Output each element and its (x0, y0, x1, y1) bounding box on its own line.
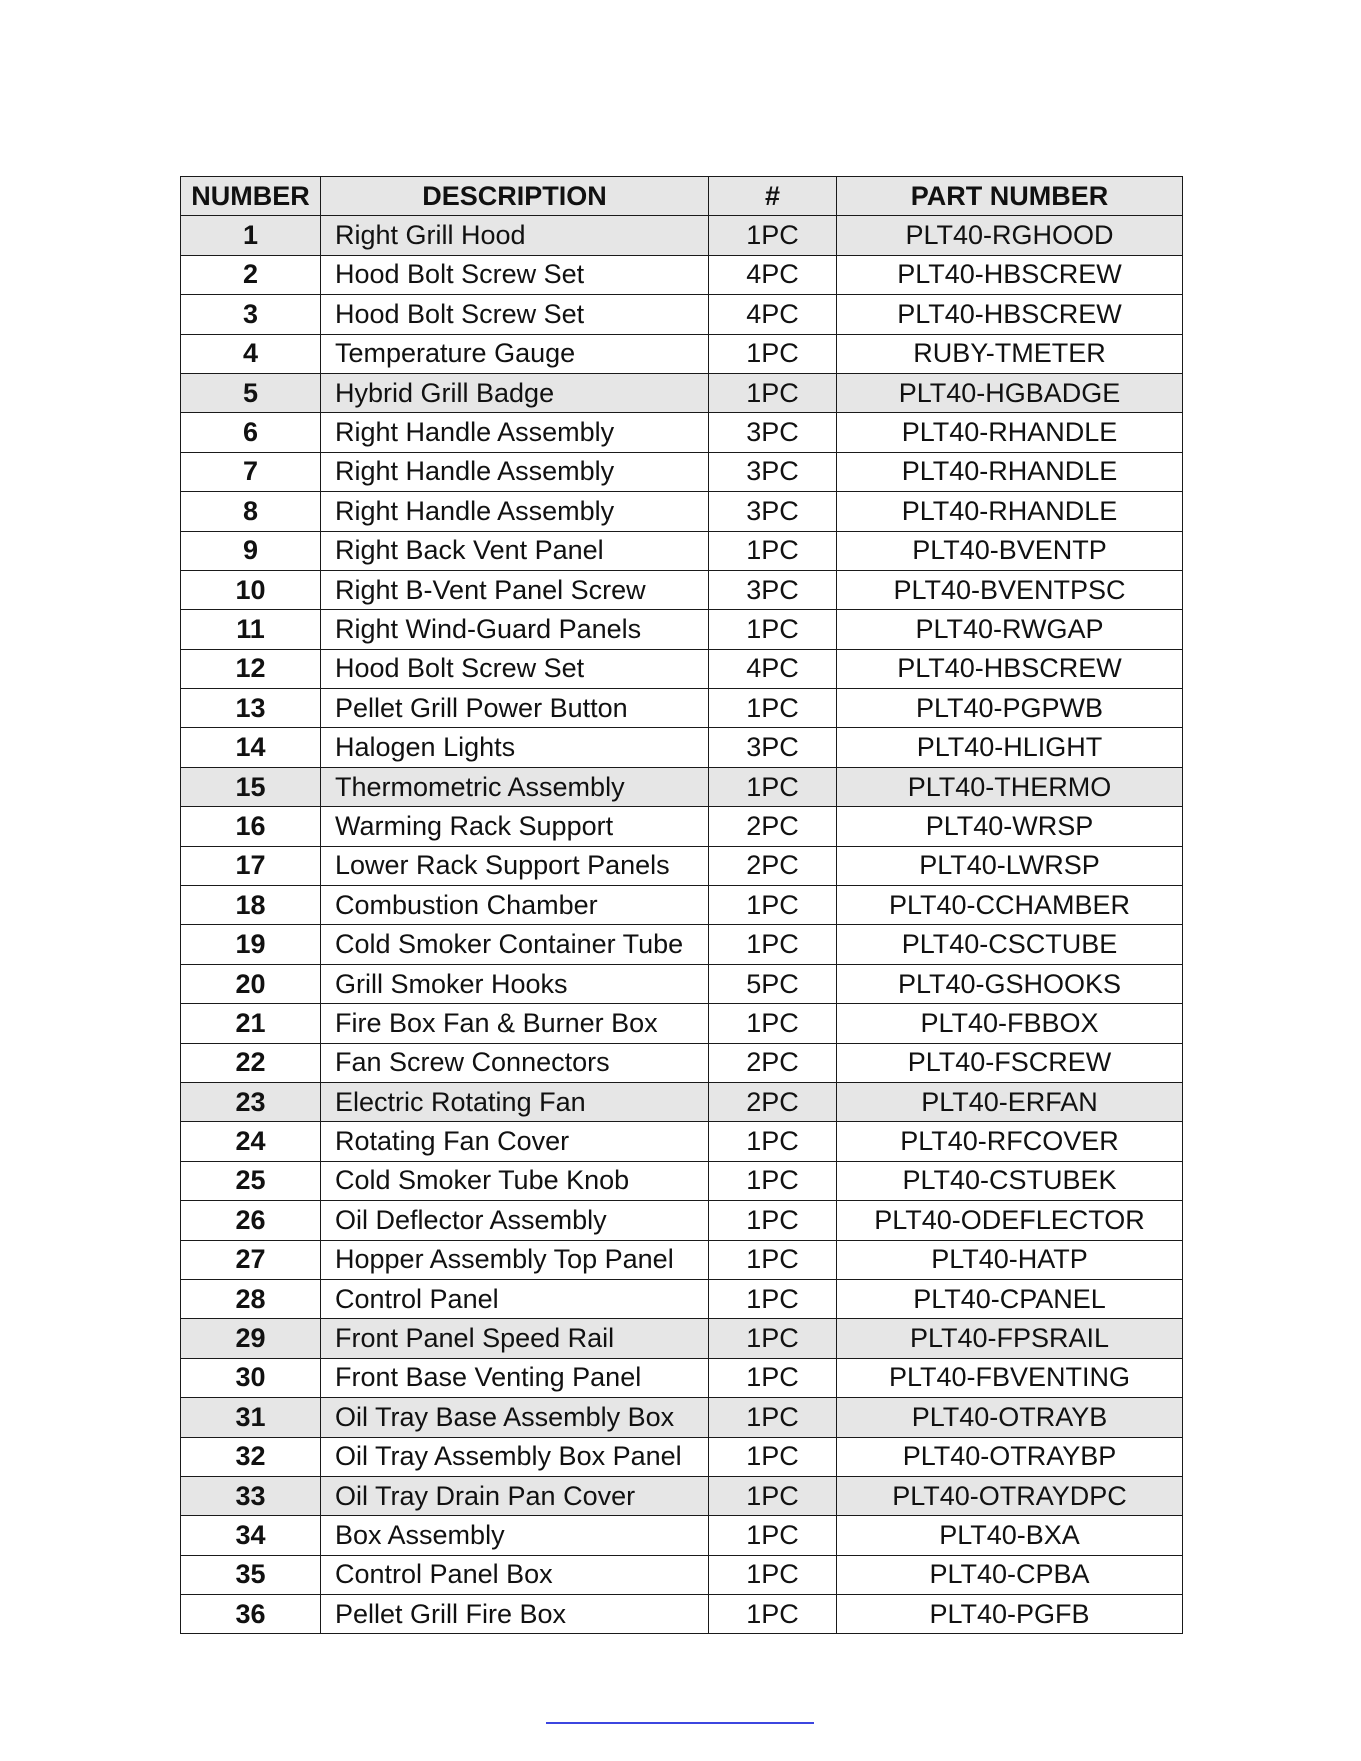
cell-part-number: PLT40-FPSRAIL (837, 1319, 1183, 1358)
cell-qty: 1PC (709, 1201, 837, 1240)
cell-part-number: PLT40-HATP (837, 1240, 1183, 1279)
cell-number: 18 (181, 886, 321, 925)
table-row (181, 452, 1183, 491)
table-row (181, 1516, 1183, 1555)
cell-description: Temperature Gauge (321, 334, 709, 373)
header-part-number: PART NUMBER (837, 177, 1183, 216)
cell-description: Box Assembly (321, 1516, 709, 1555)
cell-number: 21 (181, 1004, 321, 1043)
cell-description: Right Handle Assembly (321, 492, 709, 531)
cell-part-number: PLT40-ODEFLECTOR (837, 1201, 1183, 1240)
cell-part-number: PLT40-FSCREW (837, 1043, 1183, 1082)
cell-description: Warming Rack Support (321, 807, 709, 846)
cell-number: 7 (181, 452, 321, 491)
table-row (181, 767, 1183, 806)
cell-description: Hood Bolt Screw Set (321, 255, 709, 294)
cell-number: 2 (181, 255, 321, 294)
cell-qty: 3PC (709, 728, 837, 767)
table-row (181, 1279, 1183, 1318)
table-row (181, 216, 1183, 255)
cell-description: Rotating Fan Cover (321, 1122, 709, 1161)
table-row (181, 334, 1183, 373)
cell-qty: 1PC (709, 1476, 837, 1515)
cell-description: Pellet Grill Fire Box (321, 1595, 709, 1634)
cell-number: 3 (181, 295, 321, 334)
table-row (181, 1437, 1183, 1476)
cell-description: Pellet Grill Power Button (321, 689, 709, 728)
cell-description: Control Panel Box (321, 1555, 709, 1594)
table-row (181, 1082, 1183, 1121)
cell-qty: 2PC (709, 1082, 837, 1121)
cell-part-number: PLT40-RFCOVER (837, 1122, 1183, 1161)
cell-description: Control Panel (321, 1279, 709, 1318)
cell-description: Hybrid Grill Badge (321, 373, 709, 412)
cell-qty: 1PC (709, 1122, 837, 1161)
cell-part-number: PLT40-PGPWB (837, 689, 1183, 728)
table-header-row (181, 177, 1183, 216)
cell-part-number: PLT40-RHANDLE (837, 452, 1183, 491)
cell-part-number: PLT40-RWGAP (837, 610, 1183, 649)
cell-number: 1 (181, 216, 321, 255)
cell-qty: 4PC (709, 255, 837, 294)
cell-part-number: PLT40-GSHOOKS (837, 964, 1183, 1003)
cell-number: 35 (181, 1555, 321, 1594)
cell-description: Cold Smoker Container Tube (321, 925, 709, 964)
cell-description: Right Grill Hood (321, 216, 709, 255)
cell-description: Front Base Venting Panel (321, 1358, 709, 1397)
table-body (181, 216, 1183, 1634)
cell-number: 30 (181, 1358, 321, 1397)
cell-part-number: PLT40-LWRSP (837, 846, 1183, 885)
cell-number: 17 (181, 846, 321, 885)
cell-number: 10 (181, 570, 321, 609)
cell-qty: 1PC (709, 886, 837, 925)
cell-number: 6 (181, 413, 321, 452)
cell-number: 27 (181, 1240, 321, 1279)
cell-description: Oil Tray Base Assembly Box (321, 1398, 709, 1437)
cell-part-number: PLT40-PGFB (837, 1595, 1183, 1634)
cell-description: Halogen Lights (321, 728, 709, 767)
cell-qty: 1PC (709, 925, 837, 964)
cell-description: Oil Tray Assembly Box Panel (321, 1437, 709, 1476)
cell-qty: 1PC (709, 1358, 837, 1397)
cell-part-number: PLT40-CSTUBEK (837, 1161, 1183, 1200)
cell-number: 11 (181, 610, 321, 649)
cell-description: Hood Bolt Screw Set (321, 649, 709, 688)
cell-part-number: PLT40-FBVENTING (837, 1358, 1183, 1397)
cell-number: 34 (181, 1516, 321, 1555)
table-row (181, 255, 1183, 294)
cell-part-number: PLT40-BVENTPSC (837, 570, 1183, 609)
cell-description: Combustion Chamber (321, 886, 709, 925)
table-row (181, 1004, 1183, 1043)
table-row (181, 570, 1183, 609)
cell-part-number: PLT40-RHANDLE (837, 413, 1183, 452)
cell-qty: 1PC (709, 1516, 837, 1555)
table-row (181, 846, 1183, 885)
cell-part-number: RUBY-TMETER (837, 334, 1183, 373)
cell-number: 36 (181, 1595, 321, 1634)
table-row (181, 373, 1183, 412)
cell-qty: 1PC (709, 1595, 837, 1634)
table-row (181, 689, 1183, 728)
cell-part-number: PLT40-CPBA (837, 1555, 1183, 1594)
table-row (181, 728, 1183, 767)
table-row (181, 1358, 1183, 1397)
cell-part-number: PLT40-OTRAYB (837, 1398, 1183, 1437)
table-row (181, 925, 1183, 964)
header-qty: # (709, 177, 837, 216)
cell-qty: 3PC (709, 413, 837, 452)
cell-description: Electric Rotating Fan (321, 1082, 709, 1121)
cell-number: 4 (181, 334, 321, 373)
cell-qty: 2PC (709, 846, 837, 885)
table-row (181, 649, 1183, 688)
cell-qty: 1PC (709, 334, 837, 373)
cell-description: Right Back Vent Panel (321, 531, 709, 570)
cell-number: 14 (181, 728, 321, 767)
cell-description: Oil Tray Drain Pan Cover (321, 1476, 709, 1515)
cell-number: 9 (181, 531, 321, 570)
cell-number: 23 (181, 1082, 321, 1121)
cell-description: Hopper Assembly Top Panel (321, 1240, 709, 1279)
cell-qty: 2PC (709, 1043, 837, 1082)
footer-link-underline[interactable] (546, 1722, 814, 1724)
cell-description: Right Wind-Guard Panels (321, 610, 709, 649)
cell-number: 19 (181, 925, 321, 964)
table-row (181, 610, 1183, 649)
cell-number: 28 (181, 1279, 321, 1318)
table-row (181, 1555, 1183, 1594)
cell-description: Lower Rack Support Panels (321, 846, 709, 885)
cell-description: Hood Bolt Screw Set (321, 295, 709, 334)
table-row (181, 886, 1183, 925)
header-description: DESCRIPTION (321, 177, 709, 216)
cell-part-number: PLT40-HBSCREW (837, 255, 1183, 294)
cell-number: 33 (181, 1476, 321, 1515)
cell-number: 16 (181, 807, 321, 846)
cell-qty: 3PC (709, 452, 837, 491)
parts-table (180, 176, 1183, 1634)
cell-number: 31 (181, 1398, 321, 1437)
cell-part-number: PLT40-ERFAN (837, 1082, 1183, 1121)
cell-qty: 1PC (709, 610, 837, 649)
header-number: NUMBER (181, 177, 321, 216)
cell-qty: 1PC (709, 1004, 837, 1043)
table-row (181, 1595, 1183, 1634)
cell-qty: 3PC (709, 570, 837, 609)
cell-part-number: PLT40-THERMO (837, 767, 1183, 806)
cell-part-number: PLT40-RGHOOD (837, 216, 1183, 255)
cell-number: 15 (181, 767, 321, 806)
cell-part-number: PLT40-CCHAMBER (837, 886, 1183, 925)
cell-qty: 3PC (709, 492, 837, 531)
cell-part-number: PLT40-CSCTUBE (837, 925, 1183, 964)
cell-qty: 1PC (709, 1161, 837, 1200)
cell-description: Right B-Vent Panel Screw (321, 570, 709, 609)
cell-part-number: PLT40-RHANDLE (837, 492, 1183, 531)
cell-part-number: PLT40-HLIGHT (837, 728, 1183, 767)
cell-description: Cold Smoker Tube Knob (321, 1161, 709, 1200)
cell-number: 24 (181, 1122, 321, 1161)
cell-description: Grill Smoker Hooks (321, 964, 709, 1003)
cell-part-number: PLT40-OTRAYBP (837, 1437, 1183, 1476)
cell-number: 26 (181, 1201, 321, 1240)
cell-number: 13 (181, 689, 321, 728)
cell-qty: 1PC (709, 373, 837, 412)
cell-description: Oil Deflector Assembly (321, 1201, 709, 1240)
cell-part-number: PLT40-BXA (837, 1516, 1183, 1555)
table-row (181, 1319, 1183, 1358)
cell-number: 32 (181, 1437, 321, 1476)
cell-part-number: PLT40-FBBOX (837, 1004, 1183, 1043)
table-row (181, 1476, 1183, 1515)
cell-description: Right Handle Assembly (321, 452, 709, 491)
cell-description: Fire Box Fan & Burner Box (321, 1004, 709, 1043)
table-row (181, 1398, 1183, 1437)
cell-part-number: PLT40-HBSCREW (837, 295, 1183, 334)
table-row (181, 413, 1183, 452)
cell-number: 5 (181, 373, 321, 412)
table-row (181, 1043, 1183, 1082)
table-row (181, 1240, 1183, 1279)
cell-description: Thermometric Assembly (321, 767, 709, 806)
table-row (181, 1122, 1183, 1161)
cell-qty: 1PC (709, 767, 837, 806)
cell-description: Fan Screw Connectors (321, 1043, 709, 1082)
cell-qty: 1PC (709, 216, 837, 255)
table-row (181, 964, 1183, 1003)
cell-qty: 5PC (709, 964, 837, 1003)
cell-number: 12 (181, 649, 321, 688)
cell-qty: 2PC (709, 807, 837, 846)
table-row (181, 807, 1183, 846)
cell-number: 20 (181, 964, 321, 1003)
cell-part-number: PLT40-CPANEL (837, 1279, 1183, 1318)
cell-qty: 1PC (709, 531, 837, 570)
cell-part-number: PLT40-HGBADGE (837, 373, 1183, 412)
cell-qty: 1PC (709, 1398, 837, 1437)
cell-qty: 1PC (709, 689, 837, 728)
cell-part-number: PLT40-WRSP (837, 807, 1183, 846)
cell-number: 25 (181, 1161, 321, 1200)
table-row (181, 531, 1183, 570)
cell-qty: 4PC (709, 649, 837, 688)
cell-part-number: PLT40-OTRAYDPC (837, 1476, 1183, 1515)
table-row (181, 492, 1183, 531)
table-row (181, 1161, 1183, 1200)
table-row (181, 1201, 1183, 1240)
cell-part-number: PLT40-HBSCREW (837, 649, 1183, 688)
cell-number: 8 (181, 492, 321, 531)
cell-description: Front Panel Speed Rail (321, 1319, 709, 1358)
cell-number: 22 (181, 1043, 321, 1082)
cell-qty: 1PC (709, 1555, 837, 1594)
cell-qty: 4PC (709, 295, 837, 334)
cell-number: 29 (181, 1319, 321, 1358)
table-row (181, 295, 1183, 334)
cell-description: Right Handle Assembly (321, 413, 709, 452)
cell-qty: 1PC (709, 1319, 837, 1358)
cell-qty: 1PC (709, 1279, 837, 1318)
cell-qty: 1PC (709, 1240, 837, 1279)
cell-part-number: PLT40-BVENTP (837, 531, 1183, 570)
cell-qty: 1PC (709, 1437, 837, 1476)
